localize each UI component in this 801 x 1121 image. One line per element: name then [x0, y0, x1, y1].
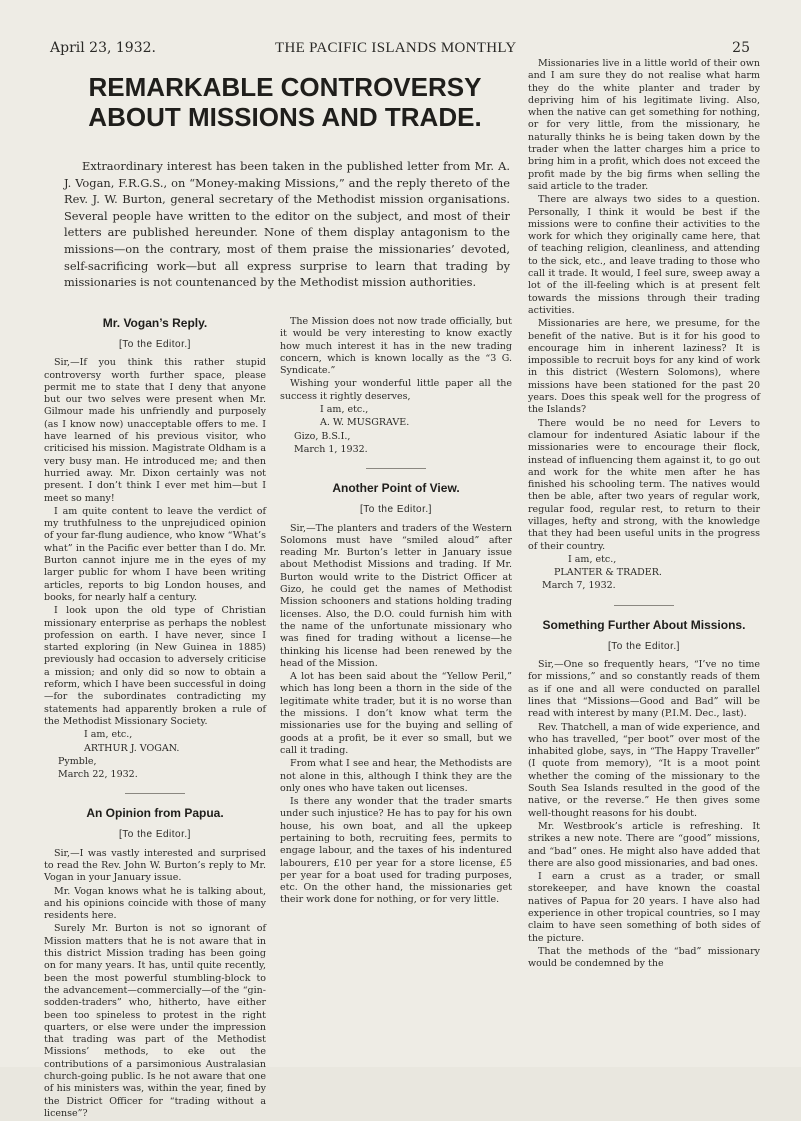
letter-paragraph: Sir,—One so frequently hears, “I’ve no time for missions,” and so constantly reads of them as if one and all were conducted on parallel lines that “Missions—Good and Bad” will be read with interest by many (P.I.M. Dec., last).	[528, 659, 760, 720]
letter-signature: PLANTER & TRADER.	[554, 567, 662, 579]
letter-paragraph: Sir,—I was vastly interested and surprised to read the Rev. John W. Burton’s reply to Mr. Vogan in your January issue.	[44, 847, 266, 884]
letter-paragraph: Sir,—If you think this rather stupid controversy worth further space, please permit me to state that I deny that anyone but our two selves were present when Mr. Gilmour made his unfriendly and purposely (as I know now) unacceptable offers to me. I have learned of his previous visitor, who criticised his mission. Magistrate Oldham is a very busy man. He introduced me; and then hurried away. Mr. Dixon certainly was not present. I don’t think I ever met him—but I meet so many!	[44, 357, 266, 504]
letter-paragraph: Rev. Thatchell, a man of wide experience, and who has travelled, “per boot” over most of the inhabited globe, says, in “The Happy Traveller” (I quote from memory), “It is a moot point whether the coming of the missionary to the South Sea Islands resulted in the good of the native, or the reverse.” He then gives some well-thought reasons for his doubt.	[528, 721, 760, 819]
letter-paragraph: Wishing your wonderful little paper all the success it rightly deserves,	[280, 378, 512, 402]
letter-title: Something Further About Missions.	[542, 617, 746, 632]
lead-paragraph: Extraordinary interest has been taken in the published letter from Mr. A. J. Vogan, F.R.G.S., on “Money-making Missions,” and the reply thereto of the Rev. J. W. Burton, general secretary of the Methodist mission organisations. Several people have written to the editor on the subject, and most of their letters are published hereunder. None of them display antagonism to the missions—on the contrary, most of them praise the missionaries’ devoted, self-sacrificing work—but all express surprise to learn that trading by missionaries is not countenanced by the Methodist mission authorities.	[64, 159, 510, 290]
letter-paragraph: Missionaries live in a little world of their own and I am sure they do not realise what harm they do the white planter and trader by depriving him of his legitimate living. Also, when the native can get something for nothing, or for very little, from the missionary, he naturally thinks he is being taken down by the trader when the latter charges him a price to bring him in a profit, which does not exceed the profit made by the big firms when selling the said article to the trader.	[528, 58, 760, 192]
to-editor-label: [To the Editor.]	[360, 504, 432, 516]
letter-place: Gizo, B.S.I.,	[294, 430, 351, 442]
letter-paragraph: I earn a crust as a trader, or small storekeeper, and have known the coastal natives of Papua for 20 years. I have also had experience in other tropical countries, so I may claim to have seen something of both sides of the picture.	[528, 871, 760, 944]
letter-place: Pymble,	[58, 755, 97, 767]
to-editor-label: [To the Editor.]	[119, 829, 191, 841]
letter-date: March 7, 1932.	[542, 580, 616, 592]
letter-title: An Opinion from Papua.	[86, 806, 224, 821]
letter-paragraph: Mr. Vogan knows what he is talking about, and his opinions coincide with those of many residents here.	[44, 885, 266, 922]
letter-paragraph: A lot has been said about the “Yellow Peril,” which has long been a thorn in the side of the legitimate white trader, but it is no worse than the missions. I don’t know what term the missionaries use for the buying and selling of goods at a profit, be it ever so small, but we call it trading.	[280, 671, 512, 756]
masthead: THE PACIFIC ISLANDS MONTHLY	[275, 40, 517, 56]
letter-closing: I am, etc.,	[84, 729, 133, 741]
letter-paragraph: From what I see and hear, the Methodists are not alone in this, although I think they are the only ones who have taken out licenses.	[280, 758, 512, 794]
headline-line-2: ABOUT MISSIONS AND TRADE.	[88, 102, 482, 132]
letter-paragraph: There would be no need for Levers to clamour for indentured Asiatic labour if the missionaries were to encourage their flock, instead of influencing them against it, to go out and work for the white men after he has finished his schooling term. The natives would then be able, after two years of regular work, regular food, regular rest, to return to their villages, hefty and strong, with the knowledge that they had been useful units in the progress of their country.	[528, 417, 760, 552]
letter-paragraph: Surely Mr. Burton is not so ignorant of Mission matters that he is not aware that in this district Mission trading has been going on for many years. It has, until quite recently, been the most powerful stumbling-block to the advancement—commercially—of the “gin-sodden-traders” who, hitherto, have either been too spineless to protest in the right quarters, or else were under the impression that trading was part of the Methodist Missions’ methods, to eke out the contributions of a parsimonious Australasian church-going public. Is he not aware that one of his ministers was, within the year, fined by the District Officer for “trading without a license”?	[44, 923, 266, 1119]
letter-paragraph: I am quite content to leave the verdict of my truthfulness to the unprejudiced opinion of your far-flung audience, who know “What’s what” in the Pacific ever better than I do. Mr. Burton cannot injure me in the eyes of my larger public for whom I have been writing articles, reports to big London houses, and books, for nearly half a century.	[44, 505, 266, 603]
page-number: 25	[732, 40, 750, 56]
letter-title: Mr. Vogan’s Reply.	[102, 316, 208, 330]
letter-paragraph: There are always two sides to a question. Personally, I think it would be best if the missions were to confine their activities to the work for which they originally came here, that of teaching religion, cleanliness, and attending to the sick, etc., and leave trading to those who call it trade. It would, I feel sure, sweep away a lot of the ill-feeling which is at present felt towards the missions through their trading activities.	[528, 194, 760, 316]
letter-signature: ARTHUR J. VOGAN.	[84, 742, 180, 754]
letter-closing: I am, etc.,	[320, 404, 369, 416]
letter-closing: I am, etc.,	[568, 553, 617, 565]
column-middle	[280, 316, 512, 908]
issue-date: April 23, 1932.	[50, 40, 156, 56]
letter-signature: A. W. MUSGRAVE.	[320, 417, 410, 429]
to-editor-label: [To the Editor.]	[119, 339, 191, 350]
section-divider	[125, 793, 185, 794]
letter-paragraph: Is there any wonder that the trader smarts under such injustice? He has to pay for his own house, his own boat, and all the upkeep pertaining to both, recruiting fees, permits to engage labour, and the taxes of his indentured labourers, £10 per year for a store license, £5 per year for a boat used for trading purposes, etc. On the other hand, the missionaries get their work done for nothing, or for very little.	[280, 796, 512, 906]
letter-paragraph: Sir,—The planters and traders of the Western Solomons must have “smiled aloud” after reading Mr. Burton’s letter in January issue about Methodist Missions and trading. If Mr. Burton would write to the District Officer at Gizo, he could get the names of Methodist Mission schooners and stations holding trading licenses. Also, the D.O. could furnish him with the name of the unfortunate missionary who was fined for trading without a license—he thinking his license had been renewed by the head of the Mission.	[280, 522, 512, 669]
section-divider	[614, 605, 674, 606]
headline-line-1: REMARKABLE CONTROVERSY	[88, 72, 482, 102]
letter-paragraph: The Mission does not now trade officially, but it would be very interesting to know exactly how much interest it has in the new trading concern, which is known locally as the “3 G. Syndicate.”	[280, 316, 512, 377]
letter-paragraph: Missionaries are here, we presume, for the benefit of the native. But is it for his good to encourage him in inherent laziness? It is impossible to recruit boys for any kind of work in this district (Western Solomons), where missions have been stationed for the past 20 years. Does this speak well for the progress of the Islands?	[528, 318, 760, 416]
article-headline	[50, 72, 520, 132]
letter-title: Another Point of View.	[332, 481, 460, 496]
letter-paragraph: Mr. Westbrook’s article is refreshing. It strikes a new note. There are “good” missions, and “bad” ones. He might also have added that there are also good missionaries, and bad ones.	[528, 820, 760, 869]
column-right	[528, 58, 760, 971]
letter-date: March 22, 1932.	[58, 769, 138, 781]
letter-date: March 1, 1932.	[294, 443, 368, 455]
section-divider	[366, 468, 426, 469]
letter-paragraph: That the methods of the “bad” missionary would be condemned by the	[528, 945, 760, 970]
letter-paragraph: I look upon the old type of Christian missionary enterprise as perhaps the noblest profession on earth. I have never, since I started exploring (in New Guinea in 1885) previously had occasion to adversely criticise a mission; and only did so now to obtain a reform, which I have been successful in doing—for the subordinates contradicting my statements had apparently broken a rule of the Methodist Missionary Society.	[44, 605, 266, 727]
column-left	[44, 316, 266, 1121]
to-editor-label: [To the Editor.]	[608, 640, 680, 652]
